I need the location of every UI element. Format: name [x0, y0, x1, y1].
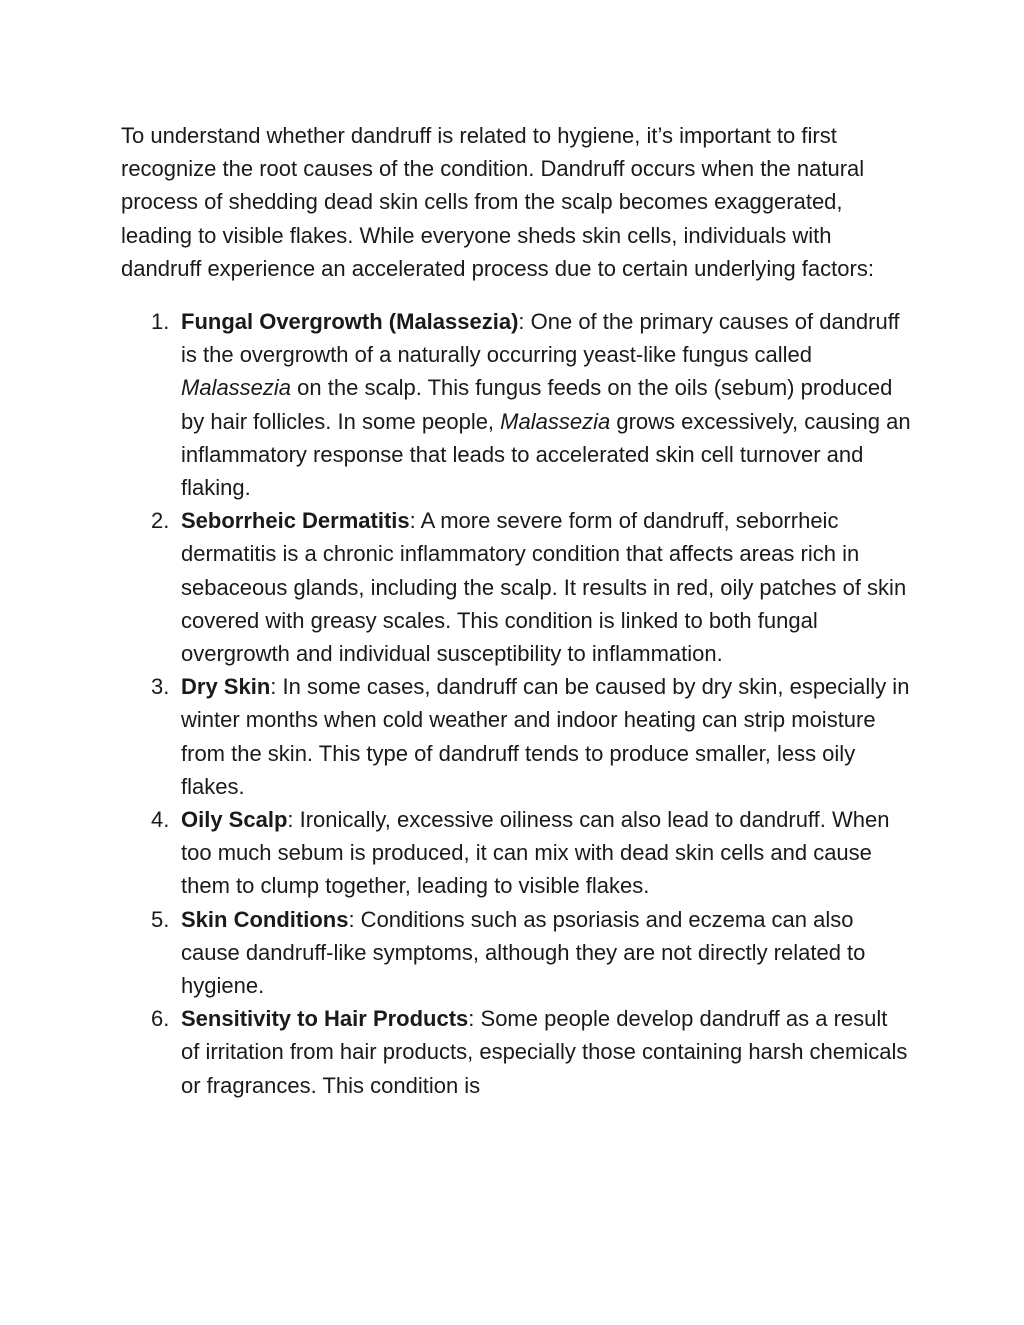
item-text: : One of the primary causes of dandruff is the overgrowth of a naturally occurring yeast-like fungus called — [181, 309, 900, 368]
intro-paragraph: To understand whether dandruff is related to hygiene, it’s important to first recognize the root causes of the condition. Dandruff occurs when the natural process of shedding dead skin cells from the scalp becomes exaggerated, leading to visible flakes. While everyone sheds skin cells, individuals with dandruff experience an accelerated process due to certain underlying factors: — [121, 123, 874, 281]
item-italic-term: Malassezia — [181, 375, 292, 401]
item-italic-term: Malassezia — [500, 408, 611, 434]
item-text: : Conditions such as psoriasis and eczema can also cause dandruff-like symptoms, although they are not directly related to hygiene. — [181, 906, 866, 999]
list-number: 2. — [151, 508, 170, 534]
list-number: 6. — [151, 1006, 170, 1032]
list-item-dry-skin — [121, 670, 911, 803]
item-term: Sensitivity to Hair Products — [181, 1006, 469, 1032]
document-body — [121, 119, 911, 1102]
item-text: : In some cases, dandruff can be caused by dry skin, especially in winter months when cold weather and indoor heating can strip moisture from the skin. This type of dandruff tends to produce smaller, less oily flakes. — [181, 674, 910, 799]
item-text: : Some people develop dandruff as a result of irritation from hair products, especially those containing harsh chemicals or fragrances. This condition is — [181, 1006, 908, 1098]
list-item-hair-product-sensitivity — [121, 1002, 911, 1102]
item-term: Seborrheic Dermatitis — [181, 508, 410, 534]
item-term: Oily Scalp — [181, 807, 288, 833]
list-number: 4. — [151, 807, 170, 833]
item-text: on the scalp. This fungus feeds on the oils (sebum) produced by hair follicles. In some people, — [181, 375, 893, 434]
item-text: : Ironically, excessive oiliness can also lead to dandruff. When too much sebum is produced, it can mix with dead skin cells and cause them to clump together, leading to visible flakes. — [181, 807, 890, 899]
item-term: Dry Skin — [181, 674, 271, 700]
list-item-fungal-overgrowth — [121, 305, 911, 504]
list-item-seborrheic-dermatitis — [121, 504, 911, 670]
item-text: : A more severe form of dandruff, seborrheic dermatitis is a chronic inflammatory condition that affects areas rich in sebaceous glands, including the scalp. It results in red, oily patches of skin covered with greasy scales. This condition is linked to both fungal overgrowth and individual susceptibility to inflammation. — [181, 508, 907, 667]
list-number: 1. — [151, 309, 170, 335]
item-term: Skin Conditions — [181, 906, 349, 932]
list-item-skin-conditions — [121, 903, 911, 1003]
item-term: Fungal Overgrowth (Malassezia) — [181, 309, 519, 335]
list-number: 5. — [151, 906, 170, 932]
list-item-oily-scalp — [121, 803, 911, 903]
item-text: grows excessively, causing an inflammatory response that leads to accelerated skin cell turnover and flaking. — [181, 408, 911, 501]
causes-list — [121, 305, 911, 1102]
list-number: 3. — [151, 674, 170, 700]
